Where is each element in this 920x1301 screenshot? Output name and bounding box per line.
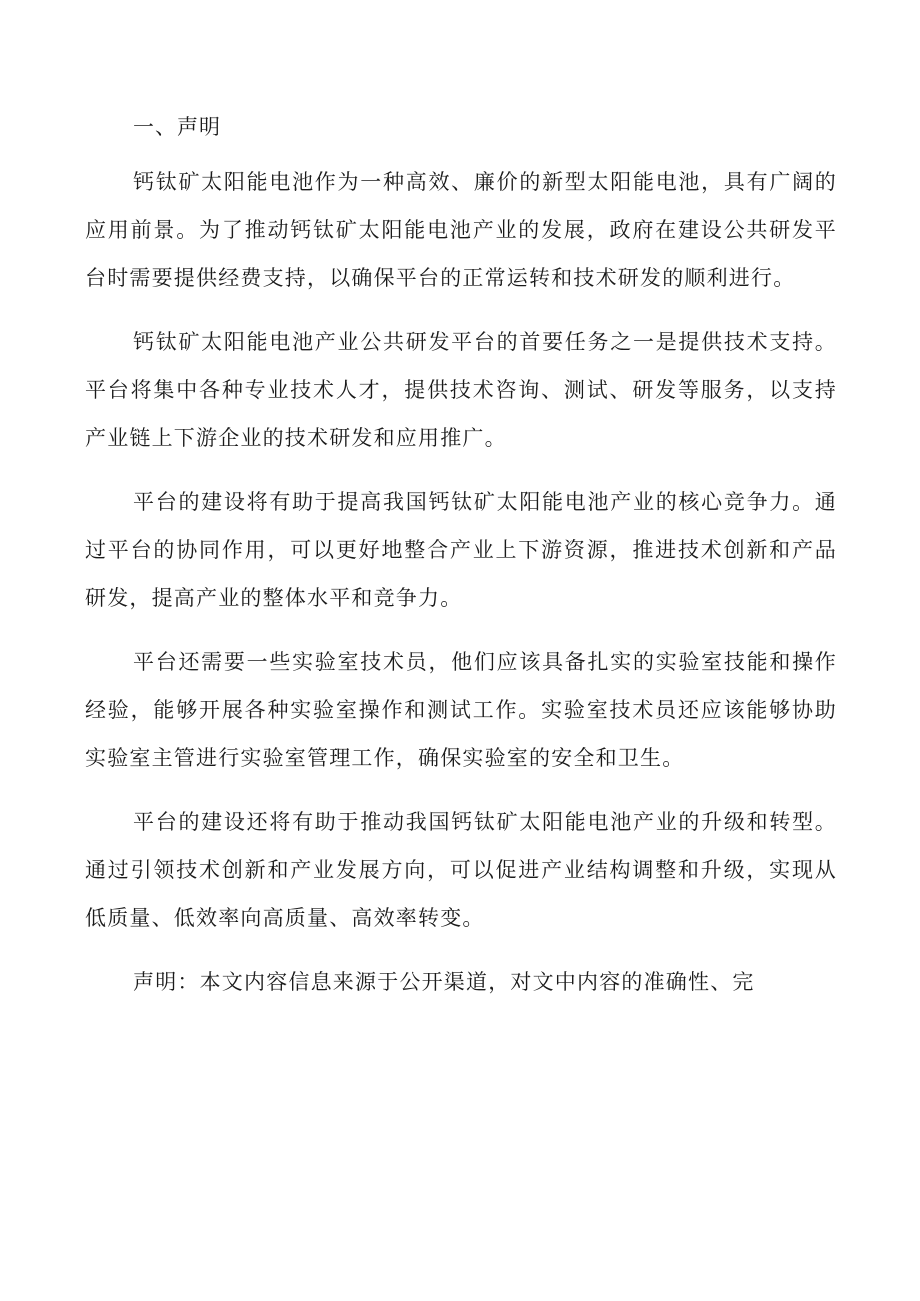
paragraph-disclaimer: 声明：本文内容信息来源于公开渠道，对文中内容的准确性、完 — [133, 970, 755, 994]
section-heading: 一、声明 — [133, 115, 221, 139]
paragraph-intro: 钙钛矿太阳能电池作为一种高效、廉价的新型太阳能电池，具有广阔的应用前景。为了推动钙钛矿太阳能电池产业的发展，政府在建设公共研发平台时需要提供经费支持，以确保平台的正常运转和技术研发的顺利进行。 — [85, 170, 837, 290]
document-body — [85, 103, 837, 1006]
paragraph-lab-technicians: 平台还需要一些实验室技术员，他们应该具备扎实的实验室技能和操作经验，能够开展各种实验室操作和测试工作。实验室技术员还应该能够协助实验室主管进行实验室管理工作，确保实验室的安全和卫生。 — [85, 650, 837, 770]
paragraph-upgrade: 平台的建设还将有助于推动我国钙钛矿太阳能电池产业的升级和转型。通过引领技术创新和产业发展方向，可以促进产业结构调整和升级，实现从低质量、低效率向高质量、高效率转变。 — [85, 810, 837, 930]
paragraph-tech-support: 钙钛矿太阳能电池产业公共研发平台的首要任务之一是提供技术支持。平台将集中各种专业技术人才，提供技术咨询、测试、研发等服务，以支持产业链上下游企业的技术研发和应用推广。 — [85, 330, 837, 450]
paragraph-competitiveness: 平台的建设将有助于提高我国钙钛矿太阳能电池产业的核心竞争力。通过平台的协同作用，可以更好地整合产业上下游资源，推进技术创新和产品研发，提高产业的整体水平和竞争力。 — [85, 490, 837, 610]
